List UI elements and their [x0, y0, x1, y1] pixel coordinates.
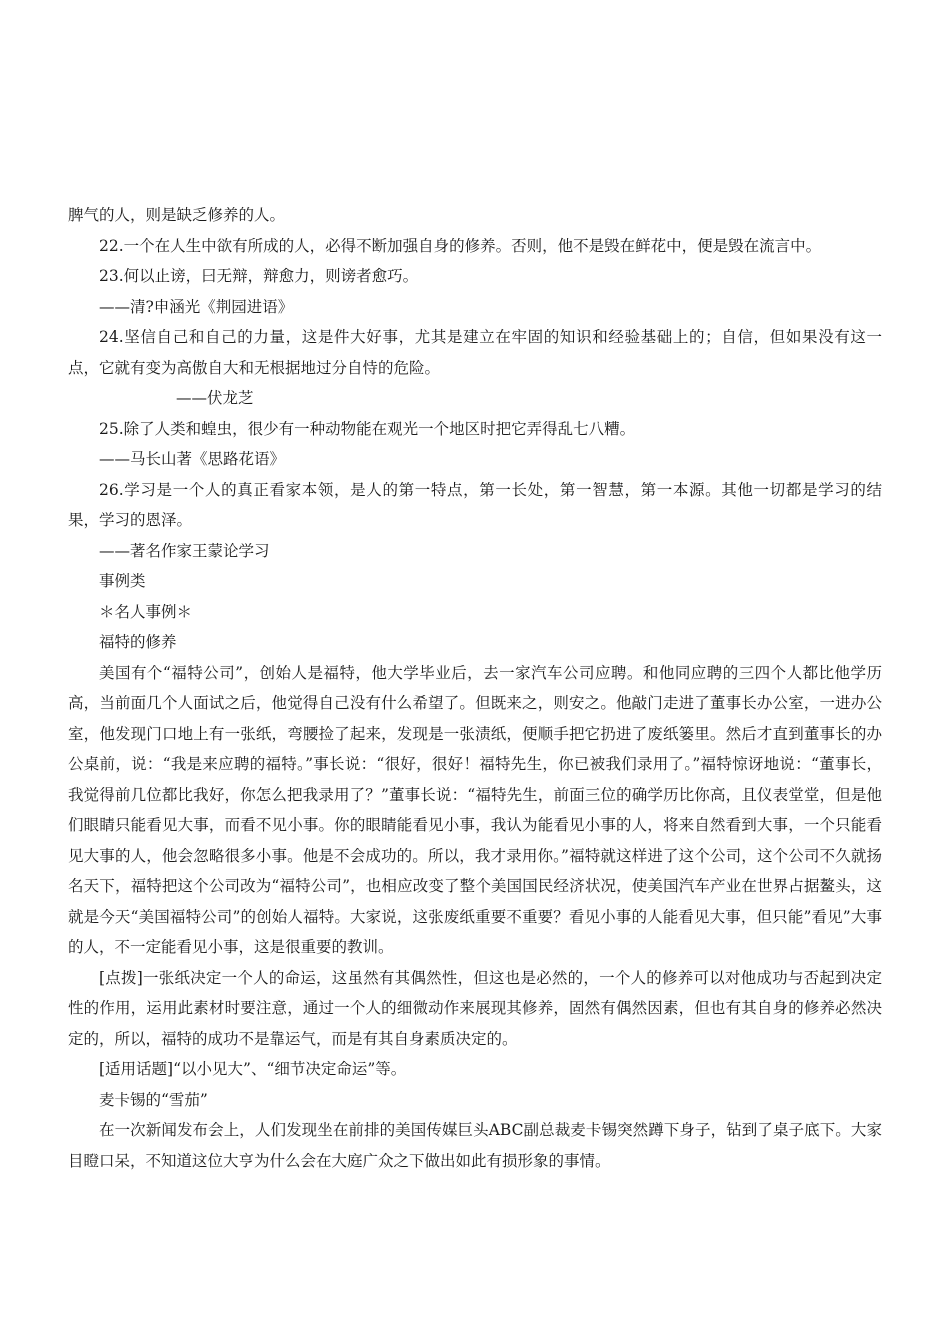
quote-attribution: ——马长山著《思路花语》 [99, 450, 286, 468]
quote-attribution: ——著名作家王蒙论学习 [99, 541, 270, 560]
quote-22: 22.一个在人生中欲有所成的人，必得不断加强自身的修养。否则，他不是毁在鲜花中，便是毁在流言中。 [99, 236, 822, 255]
subsection-heading: ＊名人事例＊ [99, 602, 193, 621]
section-heading: 事例类 [99, 572, 146, 590]
topics-paragraph: [适用话题]“以小见大”、“细节决定命运”等。 [99, 1060, 407, 1078]
quote-26: 26.学习是一个人的真正看家本领，是人的第一特点，第一长处，第一智慧，第一本源。其他一切都是学习的结果，学习的恩泽。 [68, 480, 882, 529]
quote-24: 24.坚信自己和自己的力量，这是件大好事，尤其是建立在牢固的知识和经验基础上的；自信，但如果没有这一点，它就有变为高傲自大和无根据地过分自恃的危险。 [68, 328, 882, 377]
story-title: 麦卡锡的“雪茄” [99, 1090, 208, 1109]
quote-23: 23.何以止谤，曰无辩，辩愈力，则谤者愈巧。 [99, 267, 419, 285]
commentary-paragraph: [点拨]一张纸决定一个人的命运，这虽然有其偶然性，但这也是必然的，一个人的修养可以对他成功与否起到决定性的作用，运用此素材时要注意，通过一个人的细微动作来展现其修养，固然有偶然因素，但也有其自身的修养必然决定的，所以，福特的成功不是靠运气，而是有其自身素质决定的。 [68, 968, 882, 1048]
quote-25: 25.除了人类和蝗虫，很少有一种动物能在观光一个地区时把它弄得乱七八糟。 [99, 419, 636, 438]
paragraph: 脾气的人，则是缺乏修养的人。 [68, 206, 286, 224]
story-body: 在一次新闻发布会上，人们发现坐在前排的美国传媒巨头ABC副总裁麦卡锡突然蹲下身子，钻到了桌子底下。大家目瞪口呆，不知道这位大亨为什么会在大庭广众之下做出如此有损形象的事情。 [68, 1121, 882, 1170]
story-body: 美国有个“福特公司”，创始人是福特，他大学毕业后，去一家汽车公司应聘。和他同应聘的三四个人都比他学历高，当前面几个人面试之后，他觉得自己没有什么希望了。但既来之，则安之。他敲门走进了董事长办公室，一进办公室，他发现门口地上有一张纸，弯腰捡了起来，发现是一张渍纸，便顺手把它扔进了废纸篓里。然后才直到董事长的办公桌前，说：“我是来应聘的福特。”事长说：“很好，很好！福特先生，你已被我们录用了。”福特惊讶地说：“董事长，我觉得前几位都比我好，你怎么把我录用了？”董事长说：“福特先生，前面三位的确学历比你高，且仪表堂堂，但是他们眼睛只能看见大事，而看不见小事。你的眼睛能看见小事，我认为能看见小事的人，将来自然看到大事，一个只能看见大事的人，他会忽略很多小事。他是不会成功的。所以，我才录用你。”福特就这样进了这个公司，这个公司不久就扬名天下，福特把这个公司改为“福特公司”，也相应改变了整个美国国民经济状况，使美国汽车产业在世界占据鳌头，这就是今天“美国福特公司”的创始人福特。大家说，这张废纸重要不重要？看见小事的人能看见大事，但只能”看见”大事的人，不一定能看见小事，这是很重要的教训。 [68, 663, 882, 956]
quote-attribution: ——伏龙芝 [176, 389, 254, 407]
story-title: 福特的修养 [99, 633, 177, 651]
quote-attribution: ——清?申涵光《荆园进语》 [99, 297, 294, 316]
